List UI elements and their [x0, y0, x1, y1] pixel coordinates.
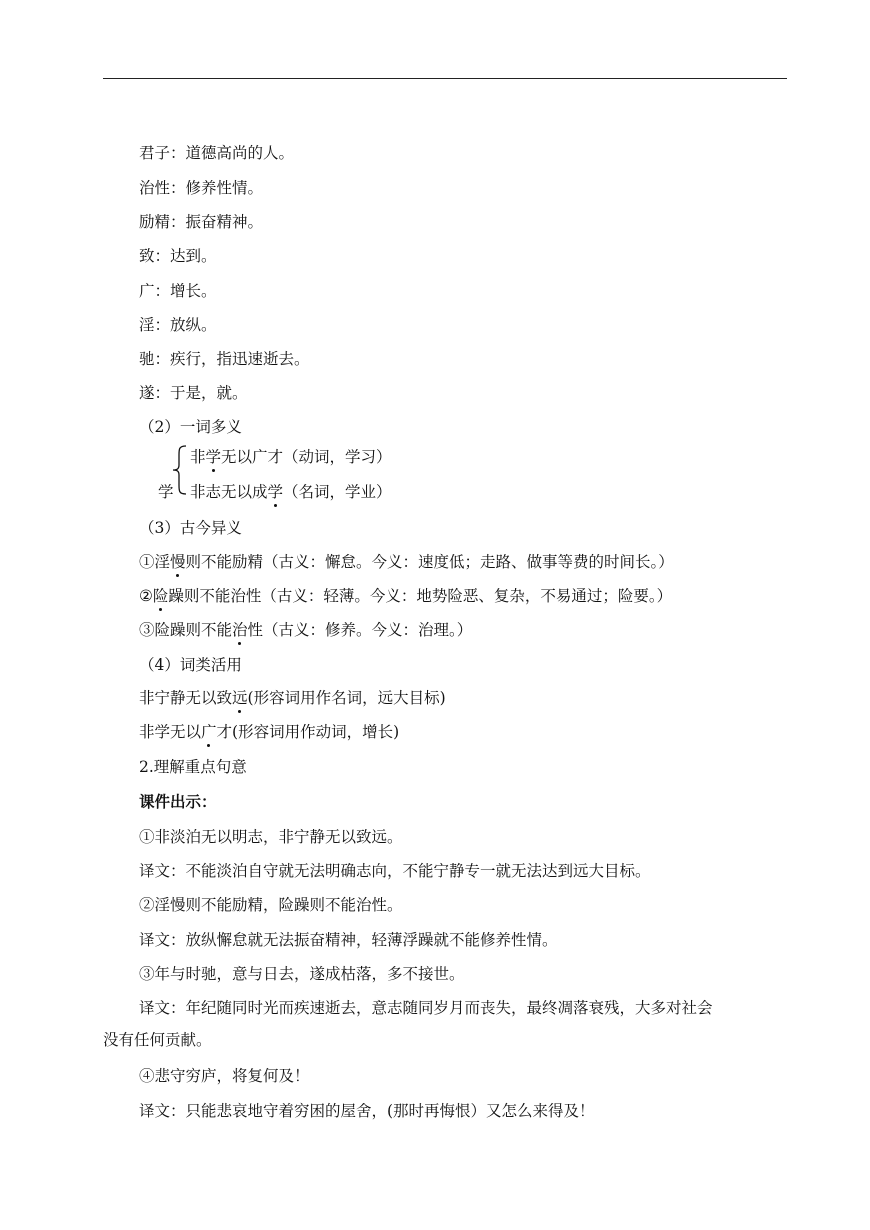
emphasis-char: 险 [152, 587, 169, 605]
wordclass-heading: （4）词类活用 [139, 656, 242, 674]
polysemy-heading: （2）一词多义 [139, 418, 242, 436]
courseware-label: 课件出示： [139, 792, 217, 811]
definition-line: 广：增长。 [139, 282, 217, 300]
sentence: ①非淡泊无以明志，非宁静无以致远。 [139, 828, 403, 846]
translation: 译文：年纪随同时光而疾速逝去，意志随同岁月而丧失，最终凋落衰残，大多对社会 [139, 999, 713, 1017]
wordclass-item: 非宁静无以致远(形容词用作名词，远大目标) [139, 689, 446, 707]
definition-line: 君子：道德高尚的人。 [139, 144, 295, 162]
emphasis-char: 学 [267, 483, 284, 501]
ancient-item: ①淫慢则不能励精（古义：懈怠。今义：速度低；走路、做事等费的时间长。） [139, 553, 674, 571]
translation-continued: 没有任何贡献。 [103, 1031, 212, 1049]
emphasis-char: 慢 [170, 553, 186, 571]
header-rule [103, 78, 787, 79]
ancient-item: ③险躁则不能治性（古义：修养。今义：治理。） [139, 621, 473, 639]
wordclass-item: 非学无以广才(形容词用作动词，增长) [139, 723, 400, 741]
polysemy-word: 学 [158, 483, 174, 501]
translation: 译文：放纵懈怠就无法振奋精神，轻薄浮躁就不能修养性情。 [139, 931, 558, 949]
translation: 译文：只能悲哀地守着穷困的屋舍，(那时再悔恨）又怎么来得及！ [139, 1102, 595, 1120]
emphasis-char: 治 [232, 621, 248, 639]
definition-line: 遂：于是，就。 [139, 384, 248, 402]
translation: 译文：不能淡泊自守就无法明确志向，不能宁静专一就无法达到远大目标。 [139, 862, 651, 880]
ancient-heading: （3）古今异义 [139, 519, 242, 537]
emphasis-char: 广 [201, 723, 217, 741]
definition-line: 励精：振奋精神。 [139, 213, 264, 231]
sentence: ②淫慢则不能励精，险躁则不能治性。 [139, 896, 403, 914]
definition-line: 治性：修养性情。 [139, 179, 264, 197]
definition-line: 淫：放纵。 [139, 316, 217, 334]
brace-icon [172, 445, 188, 495]
definition-line: 驰：疾行，指迅速逝去。 [139, 350, 310, 368]
section-title: 2.理解重点句意 [139, 758, 247, 776]
sentence: ④悲守穷庐，将复何及！ [139, 1067, 310, 1085]
sentence: ③年与时驰，意与日去，遂成枯落，多不接世。 [139, 965, 465, 983]
emphasis-char: 学 [205, 448, 222, 466]
emphasis-char: 远 [232, 689, 248, 707]
polysemy-example-2: 非志无以成学（名词，学业） [190, 483, 392, 501]
ancient-item: ②险躁则不能治性（古义：轻薄。今义：地势险恶、复杂，不易通过；险要。） [139, 587, 673, 605]
definition-line: 致：达到。 [139, 247, 217, 265]
polysemy-example-1: 非学无以广才（动词，学习） [190, 448, 392, 466]
